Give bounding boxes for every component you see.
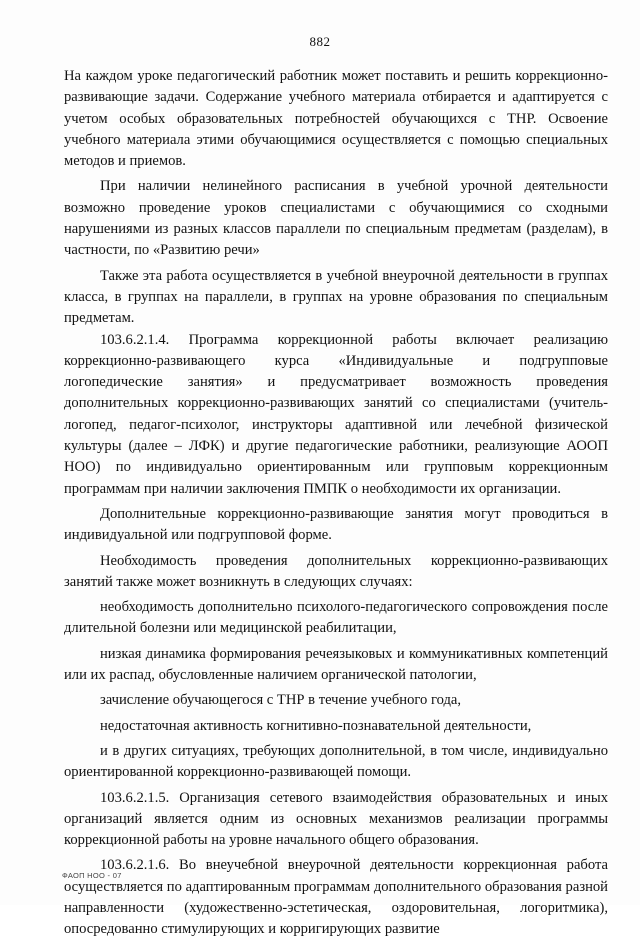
page-number: 882: [309, 34, 331, 49]
paragraph-extracurricular-groups: Также эта работа осуществляется в учебной внеурочной деятельности в группах класса, в группах на параллели, в группах на уровне образования по специальным предметам.: [64, 267, 608, 327]
list-item-mid-year-enrollment: зачисление обучающегося с ТНР в течение учебного года,: [100, 692, 462, 709]
paragraph-section-103-6-2-1-6: 103.6.2.1.6. Во внеучебной внеурочной деятельности коррекционная работа осуществляется по адаптированным программам дополнительного образования разной направленности (художественно-эстетическая, оздоровительная, логоритмика), опосредованно стимулирующих и корригирующих развитие: [64, 857, 608, 938]
list-item-low-dynamics: низкая динамика формирования речеязыковых и коммуникативных компетенций или их распад, обусловленные наличием органической патологии,: [64, 645, 608, 684]
footer-document-code: ФАОП НОО - 07: [62, 871, 122, 880]
document-body: [64, 66, 608, 941]
paragraph-necessity-cases: Необходимость проведения дополнительных коррекционно-развивающих занятий также может возникнуть в следующих случаях:: [64, 552, 608, 590]
list-item-other-situations: и в других ситуациях, требующих дополнительной, в том числе, индивидуально ориентированной коррекционно-развивающей помощи.: [64, 742, 608, 781]
list-item-low-cognitive-activity: недостаточная активность когнитивно-познавательной деятельности,: [100, 717, 532, 734]
paragraph-lesson-tasks: На каждом уроке педагогический работник может поставить и решить коррекционно-развивающие задачи. Содержание учебного материала отбирается и адаптируется с учетом особых образовательных потребностей обучающихся с ТНР. Освоение учебного материала этими обучающимися осуществляется с помощью специальных методов и приемов.: [64, 68, 608, 170]
paragraph-additional-sessions: Дополнительные коррекционно-развивающие занятия могут проводиться в индивидуальной или подгрупповой форме.: [64, 505, 608, 544]
paragraph-section-103-6-2-1-5: 103.6.2.1.5. Организация сетевого взаимодействия образовательных и иных организаций является одним из основных механизмов реализации программы коррекционной работы на уровне начального общего образования.: [64, 789, 608, 849]
paragraph-section-103-6-2-1-4: 103.6.2.1.4. Программа коррекционной работы включает реализацию коррекционно-развивающего курса «Индивидуальные и подгрупповые логопедические занятия» и предусматривает возможность проведения дополнительных коррекционно-развивающих занятий со специалистами (учитель-логопед, педагог-психолог, инструкторы адаптивной или лечебной физической культуры (далее – ЛФК) и другие педагогические работники, реализующие АООП НОО) по индивидуально ориентированным или групповым коррекционным программам при наличии заключения ПМПК о необходимости их организации.: [64, 331, 608, 497]
paragraph-nonlinear-schedule: При наличии нелинейного расписания в учебной урочной деятельности возможно проведение уроков специалистами с обучающимися со сходными нарушениями из разных классов параллели по специальным предметам (разделам), в частности, по «Развитию речи»: [64, 178, 608, 259]
list-item-after-illness: необходимость дополнительно психолого-педагогического сопровождения после длительной болезни или медицинской реабилитации,: [64, 599, 608, 637]
